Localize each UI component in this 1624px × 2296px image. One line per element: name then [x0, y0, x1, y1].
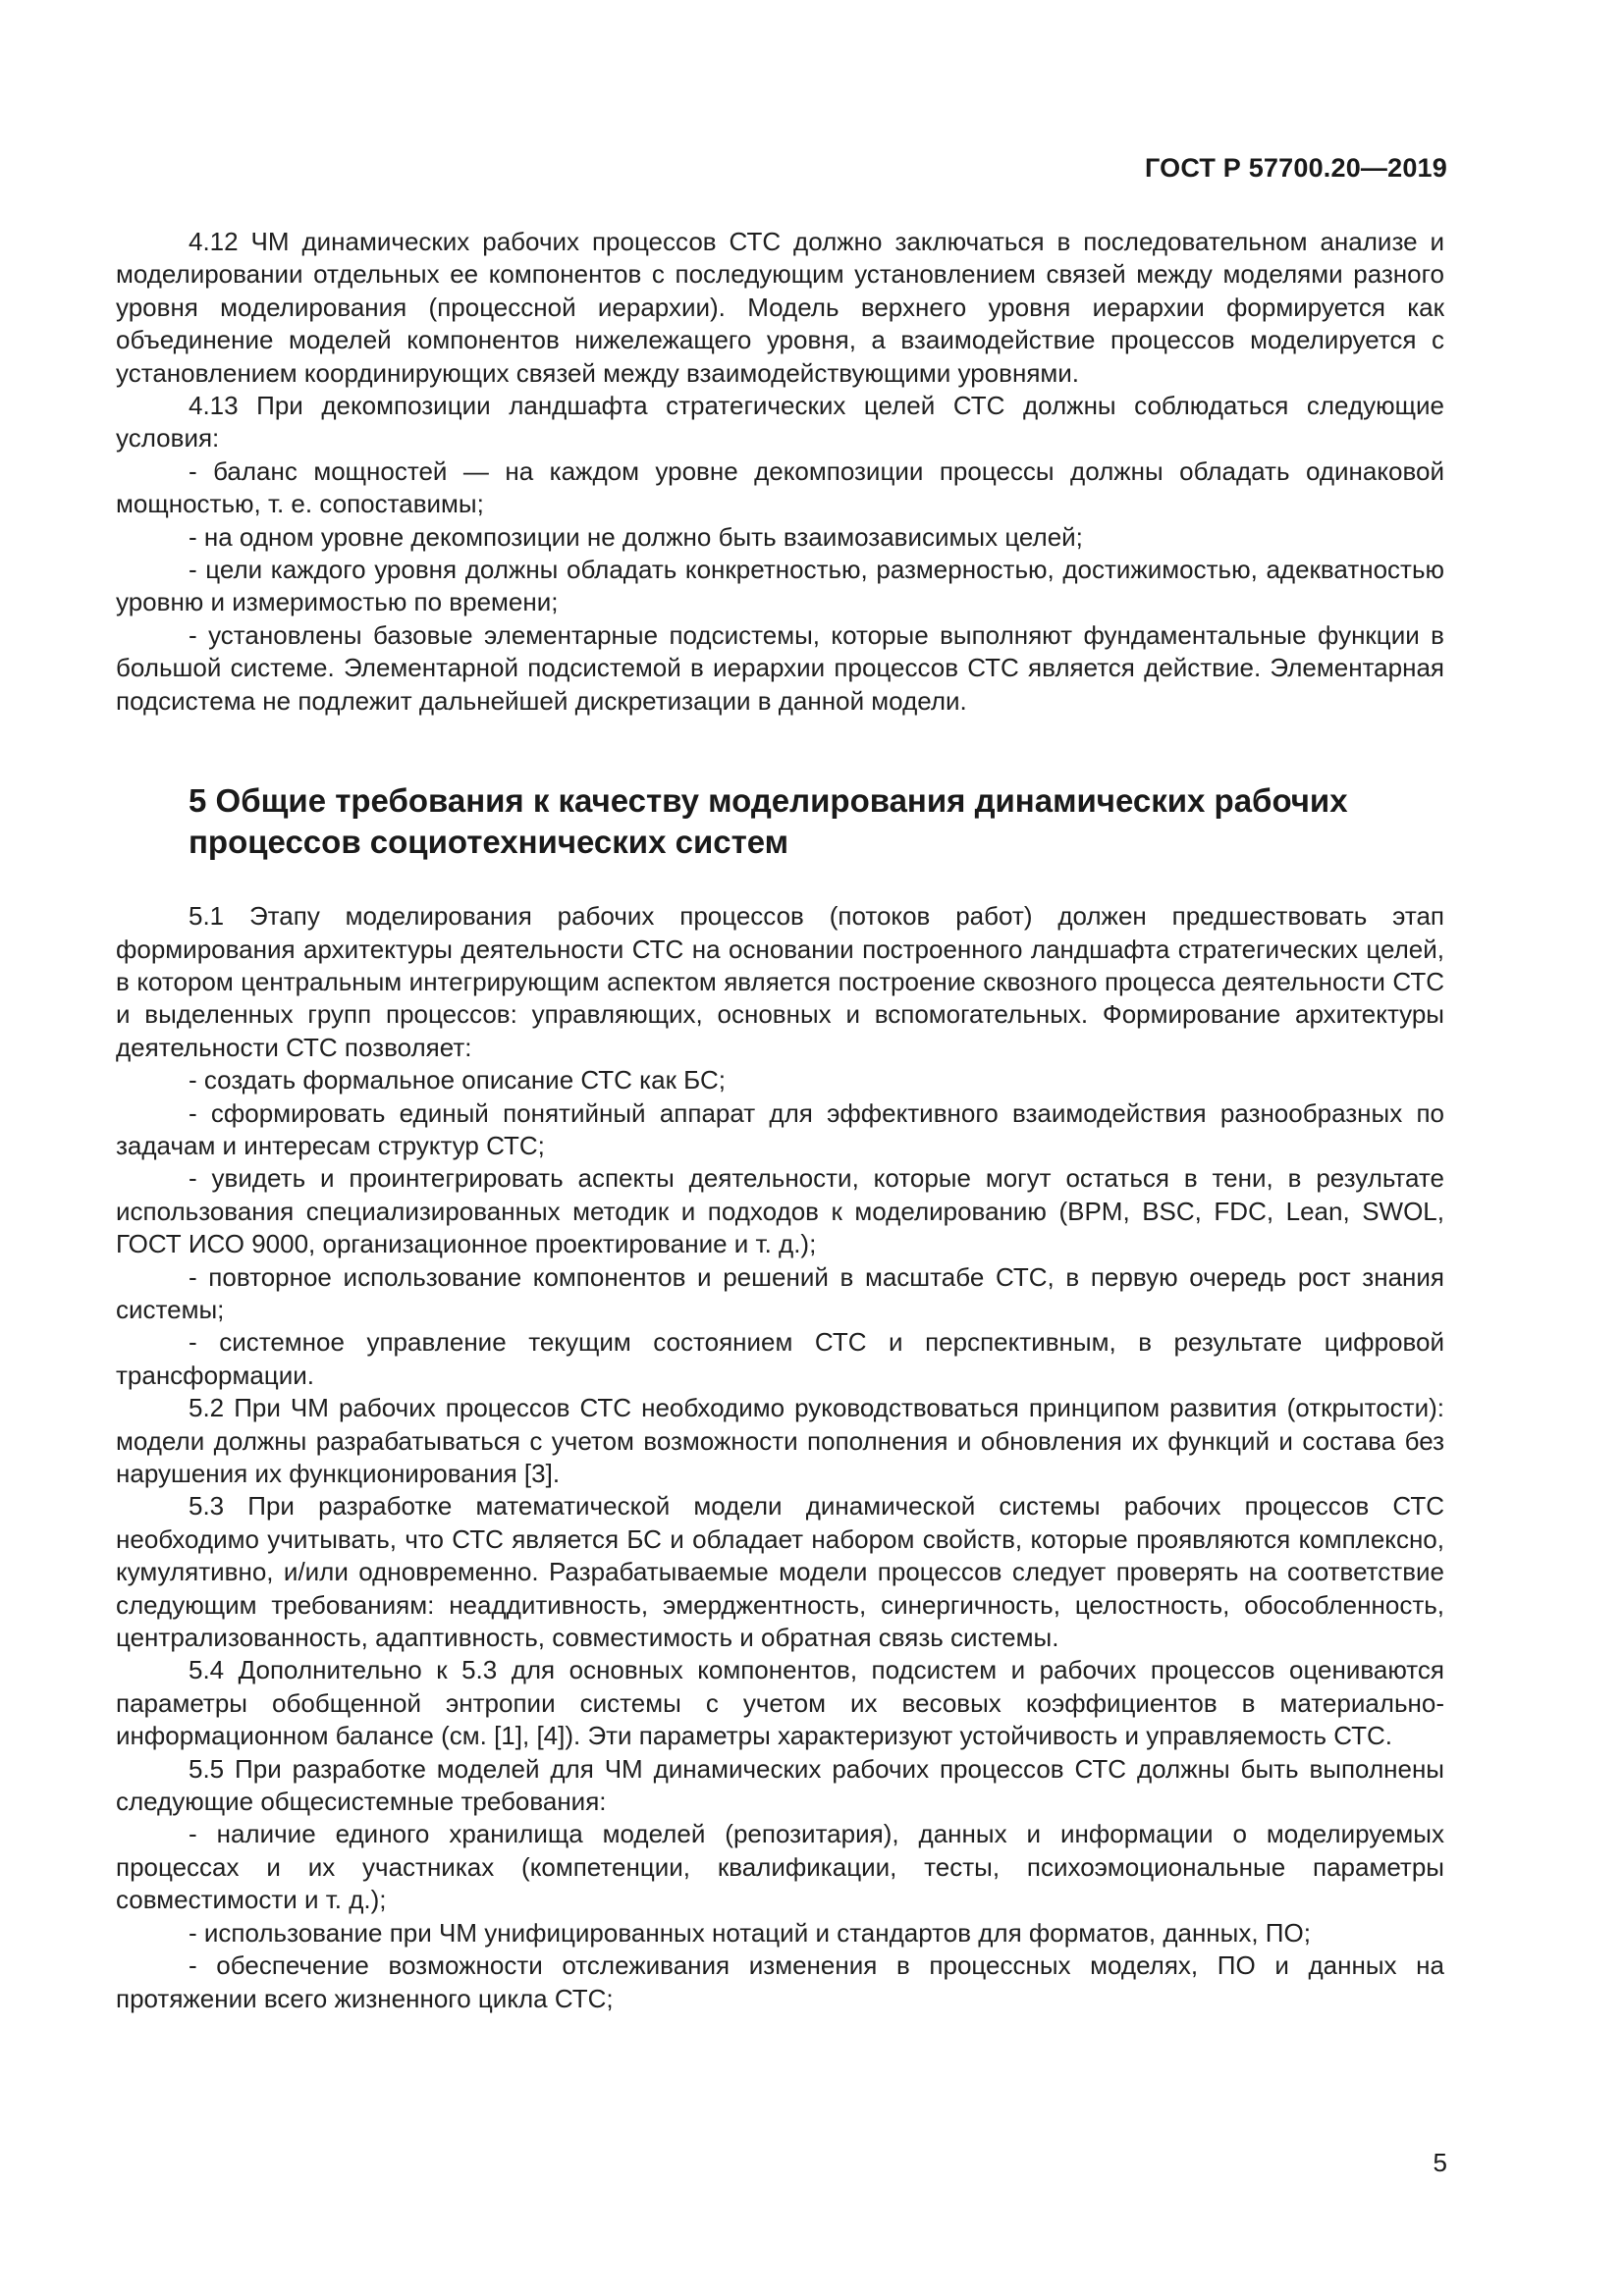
list-item-goal-properties: - цели каждого уровня должны обладать конкретностью, размерностью, достижимостью, адекватностью уровню и измеримостью по времени;	[116, 555, 1444, 617]
section-title-line-1: 5 Общие требования к качеству моделирования динамических рабочих	[189, 782, 1348, 820]
section-5-title	[189, 780, 1444, 863]
paragraph-5-3: 5.3 При разработке математической модели динамической системы рабочих процессов СТС необходимо учитывать, что СТС является БС и обладает набором свойств, которые проявляются комплексно, кумулятивно, и/или одновременно. Разрабатываемые модели процессов следует проверять на соответствие следующим требованиям: неаддитивность, эмерджентность, синергичность, целостность, обособленность, централизованность, адаптивность, совместимость и обратная связь системы.	[116, 1491, 1444, 1653]
paragraph-5-2: 5.2 При ЧМ рабочих процессов СТС необходимо руководствоваться принципом развития (открытости): модели должны разрабатываться с учетом возможности пополнения и обновления их функций и состава без нарушения их функционирования [3].	[116, 1393, 1444, 1488]
page-content	[116, 226, 1444, 2015]
paragraph-5-4: 5.4 Дополнительно к 5.3 для основных компонентов, подсистем и рабочих процессов оцениваются параметры обобщенной энтропии системы с учетом их весовых коэффициентов в материально-информационном балансе (см. [1], [4]). Эти параметры характеризуют устойчивость и управляемость СТС.	[116, 1655, 1444, 1751]
list-item-conceptual-apparatus: - сформировать единый понятийный аппарат для эффективного взаимодействия разнообразных по задачам и интересам структур СТС;	[116, 1097, 1444, 1160]
list-item-integrate-aspects: - увидеть и проинтегрировать аспекты деятельности, которые могут остаться в тени, в результате использования специализированных методик и подходов к моделированию (BPM, BSC, FDC, Lean, SWOL, ГОСТ ИСО 9000, организационное проектирование и т. д.);	[116, 1163, 1444, 1259]
document-header: ГОСТ Р 57700.20—2019	[1145, 153, 1447, 183]
paragraph-5-5: 5.5 При разработке моделей для ЧМ динамических рабочих процессов СТС должны быть выполнены следующие общесистемные требования:	[116, 1753, 1444, 1817]
list-item-repository: - наличие единого хранилища моделей (репозитария), данных и информации о моделируемых процессах и их участниках (компетенции, квалификации, тесты, психоэмоциональные параметры совместимости и т. д.);	[116, 1819, 1444, 1915]
list-item-no-interdependent-goals: - на одном уровне декомпозиции не должно быть взаимозависимых целей;	[189, 521, 1083, 552]
list-item-unified-notations: - использование при ЧМ унифицированных нотаций и стандартов для форматов, данных, ПО;	[189, 1917, 1311, 1948]
paragraph-4-12: 4.12 ЧМ динамических рабочих процессов СТС должно заключаться в последовательном анализе и моделировании отдельных ее компонентов с последующим установлением связей между моделями разного уровня моделирования (процессной иерархии). Модель верхнего уровня иерархии формируется как объединение моделей компонентов нижележащего уровня, а взаимодействие процессов моделируется с установлением координирующих связей между взаимодействующими уровнями.	[116, 227, 1444, 388]
list-item-reuse-components: - повторное использование компонентов и решений в масштабе СТС, в первую очередь рост знания системы;	[116, 1261, 1444, 1324]
list-item-change-tracking: - обеспечение возможности отслеживания изменения в процессных моделях, ПО и данных на протяжении всего жизненного цикла СТС;	[116, 1950, 1444, 2013]
list-item-system-management: - системное управление текущим состоянием СТС и перспективным, в результате цифровой трансформации.	[116, 1327, 1444, 1390]
list-item-elementary-subsystems: - установлены базовые элементарные подсистемы, которые выполняют фундаментальные функции в большой системе. Элементарной подсистемой в иерархии процессов СТС является действие. Элементарная подсистема не подлежит дальнейшей дискретизации в данной модели.	[116, 619, 1444, 716]
list-item-formal-description: - создать формальное описание СТС как БС;	[189, 1065, 726, 1095]
page-number: 5	[1433, 2148, 1447, 2177]
paragraph-4-13: 4.13 При декомпозиции ландшафта стратегических целей СТС должны соблюдаться следующие условия:	[116, 391, 1444, 454]
list-item-power-balance: - баланс мощностей — на каждом уровне декомпозиции процессы должны обладать одинаковой мощностью, т. е. сопоставимы;	[116, 455, 1444, 519]
section-title-line-2: процессов социотехнических систем	[189, 824, 789, 861]
paragraph-5-1: 5.1 Этапу моделирования рабочих процессов (потоков работ) должен предшествовать этап формирования архитектуры деятельности СТС на основании построенного ландшафта стратегических целей, в котором центральным интегрирующим аспектом является построение сквозного процесса деятельности СТС и выделенных групп процессов: управляющих, основных и вспомогательных. Формирование архитектуры деятельности СТС позволяет:	[116, 901, 1444, 1062]
